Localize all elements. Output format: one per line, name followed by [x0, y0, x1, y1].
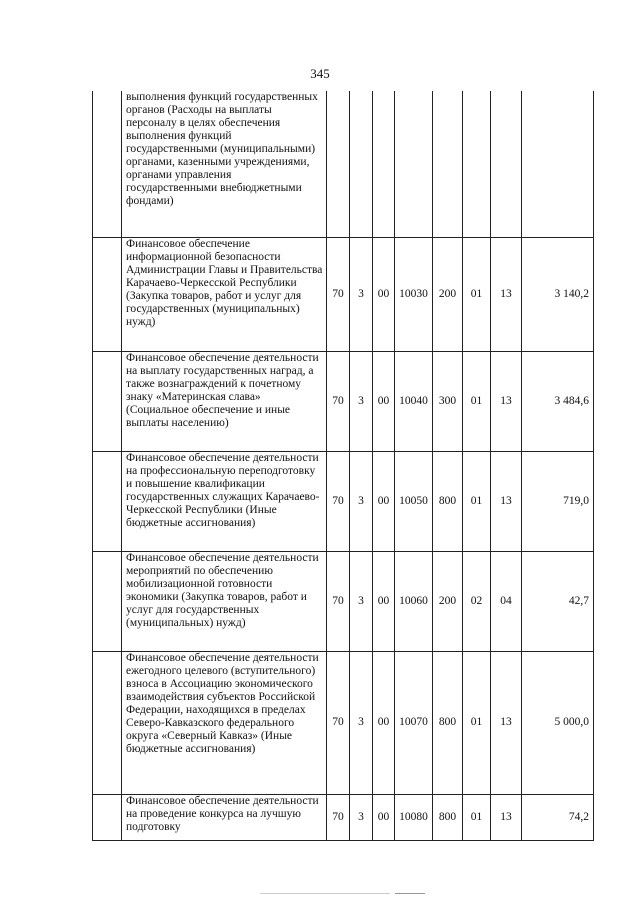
- code-cell: 200: [433, 551, 463, 651]
- description-cell: Финансовое обеспечение деятельности на проведение конкурса на лучшую подготовку: [122, 794, 327, 840]
- amount-cell: 719,0: [522, 451, 594, 551]
- code-cell: 10040: [395, 351, 433, 451]
- code-cell: 04: [491, 551, 522, 651]
- table-row: [93, 237, 594, 351]
- code-cell: 3: [350, 351, 373, 451]
- budget-table: [92, 91, 594, 841]
- amount-cell: 74,2: [522, 794, 594, 840]
- table-row: [93, 651, 594, 794]
- description-cell: Финансовое обеспечение деятельности на выплату государственных наград, а также вознаграждений к почетному знаку «Материнская слава» (Социальное обеспечение и иные выплаты населению): [122, 351, 327, 451]
- code-cell: [327, 91, 350, 237]
- code-cell: 02: [463, 551, 491, 651]
- code-cell: 00: [373, 651, 395, 794]
- index-cell: [93, 351, 122, 451]
- code-cell: 3: [350, 551, 373, 651]
- code-cell: 70: [327, 351, 350, 451]
- code-cell: [491, 91, 522, 237]
- code-cell: 70: [327, 651, 350, 794]
- code-cell: 10070: [395, 651, 433, 794]
- index-cell: [93, 551, 122, 651]
- code-cell: 800: [433, 794, 463, 840]
- amount-cell: 3 140,2: [522, 237, 594, 351]
- code-cell: 13: [491, 794, 522, 840]
- scan-artifact: [260, 893, 390, 894]
- code-cell: 10030: [395, 237, 433, 351]
- description-cell: Финансовое обеспечение информационной безопасности Администрации Главы и Правительства Карачаево-Черкесской Республики (Закупка товаров, работ и услуг для государственных (муниципальных) нужд): [122, 237, 327, 351]
- code-cell: [395, 91, 433, 237]
- table-row: [93, 351, 594, 451]
- table-row: [93, 794, 594, 840]
- table-row: [93, 91, 594, 237]
- code-cell: 10050: [395, 451, 433, 551]
- code-cell: 70: [327, 551, 350, 651]
- code-cell: [373, 91, 395, 237]
- code-cell: 13: [491, 351, 522, 451]
- code-cell: [433, 91, 463, 237]
- code-cell: 00: [373, 551, 395, 651]
- code-cell: 01: [463, 351, 491, 451]
- index-cell: [93, 91, 122, 237]
- code-cell: [463, 91, 491, 237]
- table-row: [93, 451, 594, 551]
- code-cell: 13: [491, 651, 522, 794]
- code-cell: 00: [373, 351, 395, 451]
- code-cell: 13: [491, 451, 522, 551]
- code-cell: 01: [463, 651, 491, 794]
- code-cell: 3: [350, 651, 373, 794]
- index-cell: [93, 451, 122, 551]
- amount-cell: [522, 91, 594, 237]
- code-cell: 01: [463, 451, 491, 551]
- code-cell: 70: [327, 237, 350, 351]
- code-cell: 800: [433, 451, 463, 551]
- code-cell: 3: [350, 451, 373, 551]
- code-cell: 13: [491, 237, 522, 351]
- page-number: 345: [310, 66, 330, 81]
- description-cell: Финансовое обеспечение деятельности на профессиональную переподготовку и повышение квалификации государственных служащих Карачаево-Черкесской Республики (Иные бюджетные ассигнования): [122, 451, 327, 551]
- amount-cell: 3 484,6: [522, 351, 594, 451]
- code-cell: 00: [373, 451, 395, 551]
- scan-artifact: [395, 893, 425, 894]
- index-cell: [93, 237, 122, 351]
- code-cell: 70: [327, 451, 350, 551]
- index-cell: [93, 794, 122, 840]
- code-cell: 01: [463, 794, 491, 840]
- code-cell: 00: [373, 237, 395, 351]
- code-cell: 3: [350, 237, 373, 351]
- code-cell: 10060: [395, 551, 433, 651]
- description-cell: Финансовое обеспечение деятельности ежегодного целевого (вступительного) взноса в Ассоциацию экономического взаимодействия субъектов Российской Федерации, находящихся в пределах Северо-Кавказского федерального округа «Северный Кавказ» (Иные бюджетные ассигнования): [122, 651, 327, 794]
- code-cell: 10080: [395, 794, 433, 840]
- table-row: [93, 551, 594, 651]
- code-cell: [350, 91, 373, 237]
- code-cell: 00: [373, 794, 395, 840]
- amount-cell: 42,7: [522, 551, 594, 651]
- index-cell: [93, 651, 122, 794]
- description-cell: выполнения функций государственных органов (Расходы на выплаты персоналу в целях обеспечения выполнения функций государственными (муниципальными) органами, казенными учреждениями, органами управления государственными внебюджетными фондами): [122, 91, 327, 237]
- description-cell: Финансовое обеспечение деятельности мероприятий по обеспечению мобилизационной готовности экономики (Закупка товаров, работ и услуг для государственных (муниципальных) нужд): [122, 551, 327, 651]
- code-cell: 800: [433, 651, 463, 794]
- code-cell: 01: [463, 237, 491, 351]
- code-cell: 70: [327, 794, 350, 840]
- code-cell: 200: [433, 237, 463, 351]
- code-cell: 300: [433, 351, 463, 451]
- code-cell: 3: [350, 794, 373, 840]
- amount-cell: 5 000,0: [522, 651, 594, 794]
